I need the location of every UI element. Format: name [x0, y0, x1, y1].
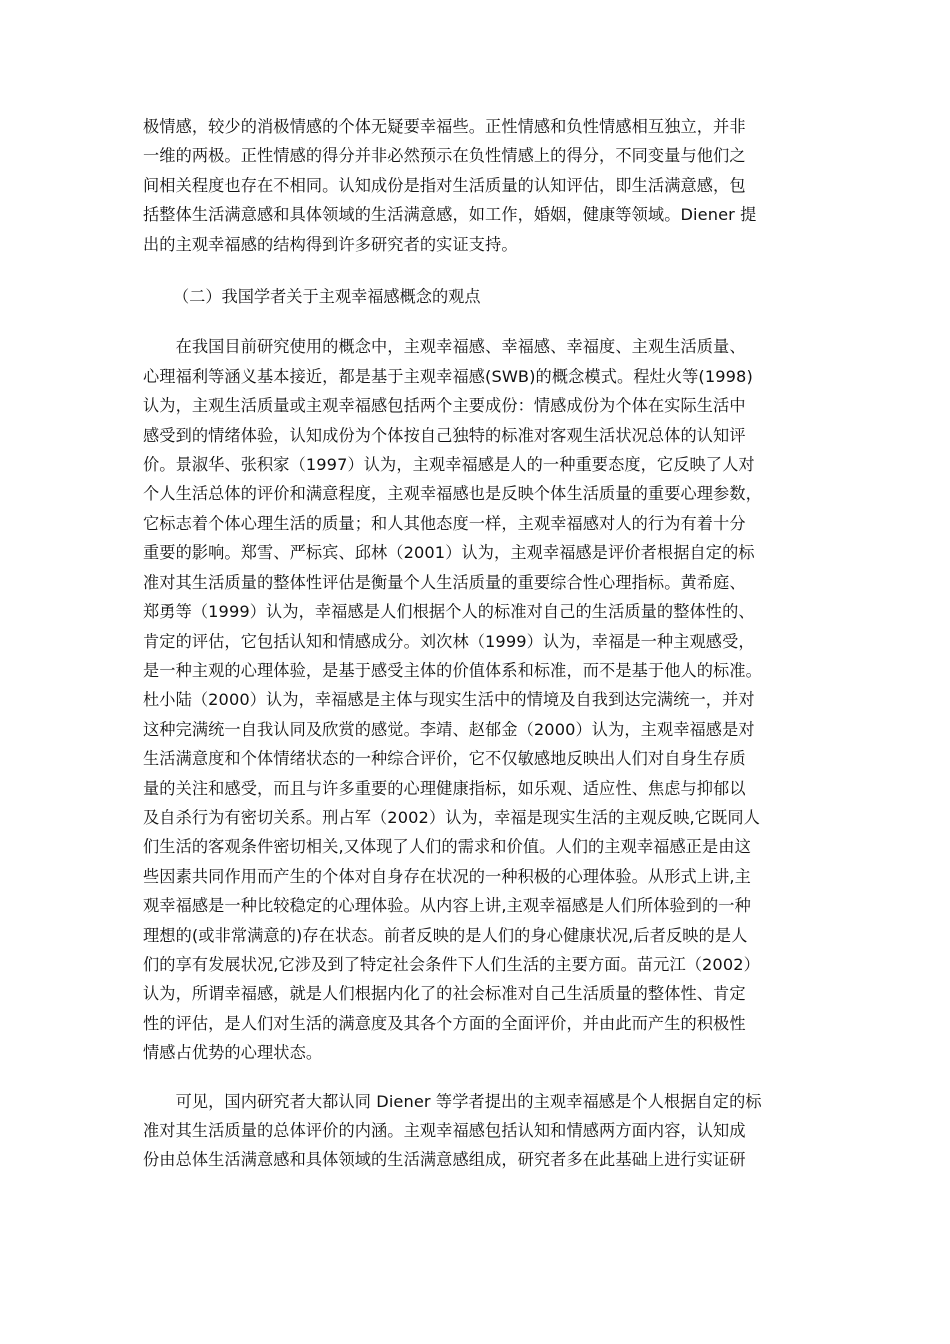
paragraph-2-line: 性的评估，是人们对生活的满意度及其各个方面的全面评价，并由此而产生的积极性 [143, 1013, 746, 1033]
paragraph-2-line: 心理福利等涵义基本接近，都是基于主观幸福感(SWB)的概念模式。程灶火等(1998) [143, 366, 753, 386]
paragraph-2-line: 些因素共同作用而产生的个体对自身存在状况的一种积极的心理体验。从形式上讲,主 [143, 866, 751, 886]
paragraph-2-line: 观幸福感是一种比较稳定的心理体验。从内容上讲,主观幸福感是人们所体验到的一种 [143, 896, 751, 916]
paragraph-2-line: 认为，主观生活质量或主观幸福感包括两个主要成份：情感成份为个体在实际生活中 [143, 396, 746, 416]
paragraph-2-line: 量的关注和感受，而且与许多重要的心理健康指标，如乐观、适应性、焦虑与抑郁以 [143, 778, 746, 798]
paragraph-2-line: 在我国目前研究使用的概念中，主观幸福感、幸福感、幸福度、主观生活质量、 [143, 337, 746, 357]
paragraph-2-line: 感受到的情绪体验，认知成份为个体按自己独特的标准对客观生活状况总体的认知评 [143, 425, 746, 445]
paragraph-2-line: 们生活的客观条件密切相关,又体现了人们的需求和价值。人们的主观幸福感正是由这 [143, 837, 751, 857]
document-page [143, 112, 823, 1175]
paragraph-2-line: 及自杀行为有密切关系。刑占军（2002）认为，幸福是现实生活的主观反映,它既同人 [143, 807, 760, 827]
paragraph-2-line: 认为，所谓幸福感，就是人们根据内化了的社会标准对自己生活质量的整体性、肯定 [143, 984, 746, 1004]
paragraph-3-line: 准对其生活质量的总体评价的内涵。主观幸福感包括认知和情感两方面内容，认知成 [143, 1121, 746, 1140]
paragraph-2-line: 杜小陆（2000）认为，幸福感是主体与现实生活中的情境及自我到达完满统一，并对 [143, 690, 755, 710]
paragraph-2-line: 们的享有发展状况,它涉及到了特定社会条件下人们生活的主要方面。苗元江（2002） [143, 954, 760, 974]
paragraph-2-line: 生活满意度和个体情绪状态的一种综合评价，它不仅敏感地反映出人们对自身生存质 [143, 749, 746, 769]
paragraph-1-line: 极情感，较少的消极情感的个体无疑要幸福些。正性情感和负性情感相互独立，并非 [143, 117, 746, 136]
paragraph-1-line: 括整体生活满意感和具体领域的生活满意感，如工作，婚姻，健康等领域。Diener 提 [143, 205, 757, 225]
paragraph-2-line: 是一种主观的心理体验，是基于感受主体的价值体系和标准，而不是基于他人的标准。 [143, 660, 762, 680]
paragraph-2-line: 情感占优势的心理状态。 [143, 1043, 323, 1063]
paragraph-2-line: 准对其生活质量的整体性评估是衡量个人生活质量的重要综合性心理指标。黄希庭、 [143, 572, 746, 592]
paragraph-3 [143, 1087, 823, 1175]
paragraph-3-line: 份由总体生活满意感和具体领域的生活满意感组成，研究者多在此基础上进行实证研 [143, 1150, 746, 1170]
paragraph-1 [143, 112, 823, 259]
paragraph-1-line: 间相关程度也存在不相同。认知成份是指对生活质量的认知评估，即生活满意感，包 [143, 175, 746, 195]
paragraph-2 [143, 332, 823, 1067]
paragraph-2-line: 理想的(或非常满意的)存在状态。前者反映的是人们的身心健康状况,后者反映的是人 [143, 925, 748, 945]
paragraph-2-line: 肯定的评估，它包括认知和情感成分。刘次林（1999）认为，幸福是一种主观感受， [143, 631, 755, 651]
paragraph-1-line: 一维的两极。正性情感的得分并非必然预示在负性情感上的得分，不同变量与他们之 [143, 146, 746, 166]
section-heading: （二）我国学者关于主观幸福感概念的观点 [173, 287, 481, 307]
paragraph-2-line: 这种完满统一自我认同及欣赏的感觉。李靖、赵郁金（2000）认为，主观幸福感是对 [143, 719, 755, 739]
paragraph-2-line: 价。景淑华、张积家（1997）认为，主观幸福感是人的一种重要态度，它反映了人对 [143, 455, 755, 475]
paragraph-2-line: 郑勇等（1999）认为，幸福感是人们根据个人的标准对自己的生活质量的整体性的、 [143, 602, 755, 622]
paragraph-2-line: 重要的影响。郑雪、严标宾、邱林（2001）认为，主观幸福感是评价者根据自定的标 [143, 543, 755, 563]
paragraph-3-line: 可见，国内研究者大都认同 Diener 等学者提出的主观幸福感是个人根据自定的标 [143, 1091, 762, 1111]
paragraph-2-line: 它标志着个体心理生活的质量；和人其他态度一样，主观幸福感对人的行为有着十分 [143, 513, 746, 533]
paragraph-2-line: 个人生活总体的评价和满意程度，主观幸福感也是反映个体生活质量的重要心理参数， [143, 484, 762, 504]
paragraph-1-line: 出的主观幸福感的结构得到许多研究者的实证支持。 [143, 234, 518, 254]
